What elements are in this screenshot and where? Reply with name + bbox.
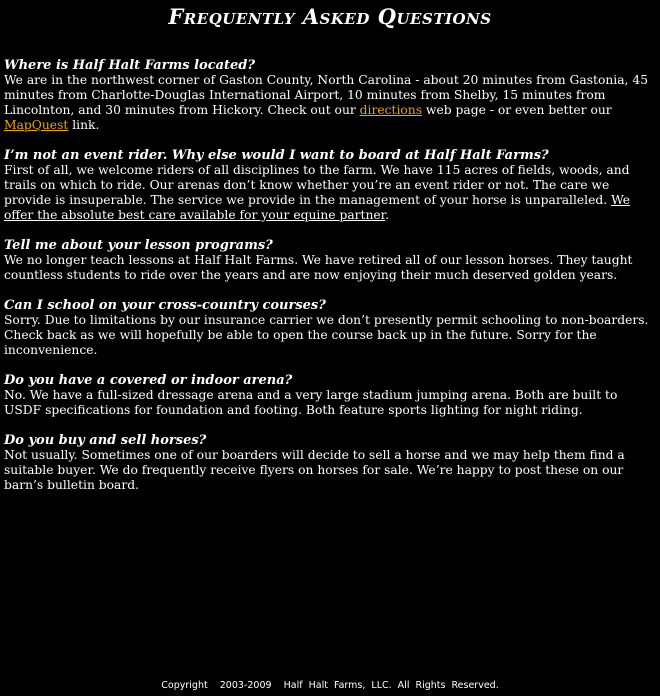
faq-answer-text: We are in the northwest corner of Gaston County, North Carolina - about 20 minutes from Gastonia, 45 minutes from Charlotte-Douglas International Airport, 10 minutes from Shelby, 15 minutes from Lincolnton, and 30 minutes from Hickory. Check out our — [4, 73, 649, 117]
faq-answer-text: First of all, we welcome riders of all disciplines to the farm. We have 115 acres of fields, woods, and trails on which to ride. Our arenas don’t know whether you’re an event rider or not. The care we provide is insuperable. The service we provide in the management of your horse is unparalleled. — [4, 163, 630, 207]
faq-item-lessons — [4, 238, 654, 283]
faq-item-buy-sell — [4, 433, 654, 493]
faq-question: Tell me about your lesson programs? — [4, 238, 273, 253]
faq-item-event-rider — [4, 148, 654, 223]
directions-link[interactable]: directions — [359, 103, 423, 117]
faq-answer — [4, 163, 654, 223]
faq-answer-text: link. — [68, 118, 100, 132]
faq-answer: Not usually. Sometimes one of our boarders will decide to sell a horse and we may help them find a suitable buyer. We do frequently receive flyers on horses for sale. We’re happy to post these on our barn’s bulletin board. — [4, 448, 625, 492]
faq-answer-text: web page - or even better our — [422, 103, 612, 117]
faq-answer-text: . — [385, 208, 390, 222]
faq-item-indoor-arena — [4, 373, 654, 418]
faq-item-location — [4, 58, 654, 133]
faq-question: Where is Half Halt Farms located? — [4, 58, 256, 73]
faq-question: Do you buy and sell horses? — [4, 433, 207, 448]
footer-copyright: Copyright 2003-2009 Half Halt Farms, LLC. All Rights Reserved. — [161, 680, 499, 691]
faq-list — [4, 58, 654, 508]
mapquest-link[interactable]: MapQuest — [4, 118, 69, 132]
faq-answer: No. We have a full-sized dressage arena and a very large stadium jumping arena. Both are built to USDF specifications for foundation and footing. Both feature sports lighting for night riding. — [4, 388, 618, 417]
faq-item-cross-country — [4, 298, 654, 358]
faq-answer — [4, 73, 654, 133]
page-title: Frequently Asked Questions — [168, 4, 492, 29]
faq-question: Can I school on your cross-country courses? — [4, 298, 326, 313]
faq-answer: Sorry. Due to limitations by our insurance carrier we don’t presently permit schooling to non-boarders. Check back as we will hopefully be able to open the course back up in the future. Sorry for the inconvenience. — [4, 313, 649, 357]
faq-question: I’m not an event rider. Why else would I want to board at Half Halt Farms? — [4, 148, 549, 163]
faq-question: Do you have a covered or indoor arena? — [4, 373, 293, 388]
best-care-emphasis: We offer the absolute best care available for your equine partner — [4, 193, 631, 222]
faq-answer: We no longer teach lessons at Half Halt Farms. We have retired all of our lesson horses. They taught countless students to ride over the years and are now enjoying their much deserved golden years. — [4, 253, 633, 282]
